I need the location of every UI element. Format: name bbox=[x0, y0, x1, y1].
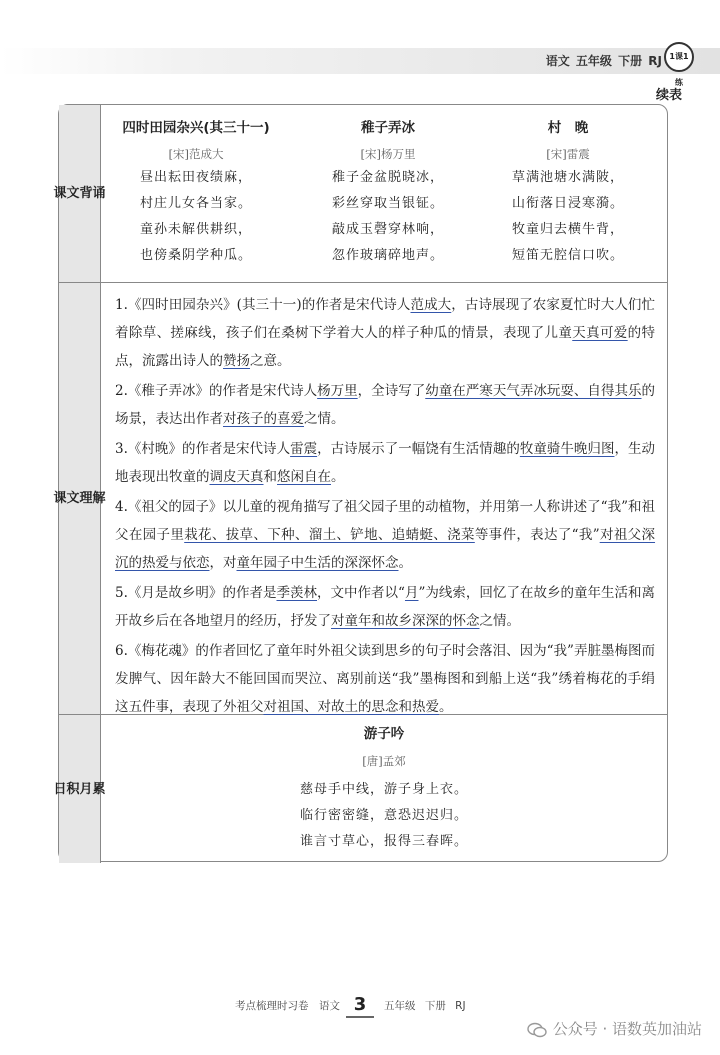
poem-line: 稚子金盆脱晓冰， bbox=[331, 170, 444, 185]
poem-line: 敲成玉磬穿林响， bbox=[331, 222, 444, 237]
item-text: ”为线索，回忆了在故乡的童年生活和离开故乡后在各地望月的经历，抒发了 bbox=[115, 585, 656, 629]
row-accumulate bbox=[53, 715, 667, 863]
watermark bbox=[527, 1016, 702, 1042]
answer-text: 对童年和故乡深深的怀念 bbox=[331, 613, 480, 629]
watermark-text: 公众号 · 语数英加油站 bbox=[552, 1020, 702, 1038]
item-text: 的特点，流露出诗人的 bbox=[115, 325, 656, 369]
item-text: 3.《村晚》的作者是宋代诗人 bbox=[115, 441, 291, 457]
item-text: 之情。 bbox=[304, 411, 345, 427]
poem-line: 草满池塘水满陂， bbox=[511, 170, 624, 185]
item-text: ，古诗展现了农家夏忙时大人们忙着除草、搓麻线，孩子们在桑树下学着大人的样子种瓜的情景，表现了儿童 bbox=[115, 297, 656, 341]
answer-text: 调皮天真 bbox=[209, 469, 264, 485]
row-label-accumulate bbox=[53, 715, 106, 863]
item-text: 6.《梅花魂》的作者回忆了童年时外祖父读到思乡的句子时会落泪、因为“我”弄脏墨梅图而发脾气、因年龄大不能回国而哭泣、离别前送“我”墨梅图和到船上送“我”绣着梅花的手绢这五件事，表现了外祖父 bbox=[115, 643, 655, 715]
item-text: 之意。 bbox=[250, 353, 291, 369]
extra-poem-author: [唐]孟郊 bbox=[362, 754, 406, 768]
answer-text: 天真可爱 bbox=[572, 325, 628, 341]
poem-line: 慈母手中线，游子身上衣。 bbox=[299, 782, 468, 797]
label-char: 课 bbox=[53, 491, 67, 506]
row-recite bbox=[53, 105, 667, 283]
poem-line: 忽作玻璃碎地声。 bbox=[331, 248, 444, 263]
accumulate-body bbox=[101, 715, 667, 863]
label-char: 解 bbox=[92, 491, 106, 506]
poem-line: 谁言寸草心，报得三春晖。 bbox=[299, 834, 468, 849]
publisher-logo: 1课1练 bbox=[664, 42, 694, 72]
poem-line: 彩丝穿取当银钲。 bbox=[331, 196, 444, 211]
item-text: 。 bbox=[331, 469, 345, 485]
continued-label: 续表 bbox=[655, 88, 682, 103]
understand-body bbox=[101, 283, 667, 714]
poem-author: [宋]雷震 bbox=[546, 147, 590, 161]
poem-column bbox=[299, 117, 477, 269]
label-char: 理 bbox=[79, 491, 93, 506]
poem-title: 稚子弄冰 bbox=[361, 120, 415, 136]
poem-line: 临行密密缝，意恐迟迟归。 bbox=[299, 808, 468, 823]
answer-text: 杨万里 bbox=[317, 383, 358, 399]
understanding-item bbox=[115, 291, 655, 375]
item-text: ，文中作者以“ bbox=[317, 585, 405, 601]
poem-line: 村庄儿女各当家。 bbox=[139, 196, 252, 211]
label-char: 积 bbox=[66, 781, 80, 797]
answer-text: 赞扬 bbox=[223, 353, 250, 369]
answer-text: 悠闲自在 bbox=[277, 469, 331, 485]
item-text: 等事件，表达了“我” bbox=[474, 527, 600, 543]
label-char: 文 bbox=[66, 491, 80, 506]
item-text: 2.《稚子弄冰》的作者是宋代诗人 bbox=[115, 383, 318, 399]
poem-line: 昼出耘田夜绩麻， bbox=[139, 170, 252, 185]
label-char: 诵 bbox=[92, 186, 106, 201]
item-text: ，古诗展示了一幅饶有生活情趣的 bbox=[317, 441, 520, 457]
poem-column bbox=[479, 117, 657, 269]
understanding-item bbox=[115, 637, 655, 721]
understanding-item bbox=[115, 579, 655, 635]
label-char: 累 bbox=[92, 781, 106, 797]
header-subject-info: 语文 五年级 下册 RJ bbox=[545, 54, 662, 68]
answer-text: 雷震 bbox=[290, 441, 318, 457]
answer-text: 范成大 bbox=[410, 297, 452, 313]
label-char: 日 bbox=[53, 781, 67, 797]
label-char: 月 bbox=[79, 781, 93, 797]
poem-author: [宋]杨万里 bbox=[360, 147, 416, 161]
page-footer bbox=[0, 994, 720, 1018]
item-text: 之情。 bbox=[479, 613, 520, 629]
item-text: ，对 bbox=[209, 555, 237, 571]
row-label-understand bbox=[53, 283, 106, 714]
row-understand bbox=[53, 283, 667, 715]
answer-text: 栽花、拔草、下种、溜土、铲地、追蜻蜓、浇菜 bbox=[184, 527, 475, 543]
understanding-item bbox=[115, 435, 655, 491]
item-text: ，全诗写了 bbox=[357, 383, 426, 399]
poem-title: 四时田园杂兴(其三十一) bbox=[122, 120, 270, 136]
row-label-recite bbox=[53, 105, 106, 282]
poem-title: 村 晚 bbox=[547, 120, 589, 136]
understanding-list bbox=[115, 291, 655, 723]
extra-poem-lines bbox=[101, 777, 667, 855]
poem-line: 山衔落日浸寒漪。 bbox=[511, 196, 624, 211]
extra-poem-title: 游子吟 bbox=[363, 726, 405, 742]
poem-line: 童孙未解供耕织， bbox=[139, 222, 252, 237]
poem-line: 短笛无腔信口吹。 bbox=[511, 248, 624, 263]
item-text: ，生动地表现出牧童的 bbox=[115, 441, 655, 485]
poem-line: 也傍桑阴学种瓜。 bbox=[139, 248, 252, 263]
label-char: 文 bbox=[66, 186, 80, 201]
answer-text: 幼童在严寒天气弄冰玩耍、自得其乐 bbox=[425, 383, 642, 399]
poem-column bbox=[107, 117, 285, 269]
answer-text: 对孩子的喜爱 bbox=[223, 411, 304, 427]
wechat-icon bbox=[527, 1022, 547, 1038]
poem-author: [宋]范成大 bbox=[168, 147, 224, 161]
answer-text: 月 bbox=[404, 585, 419, 601]
poem-line: 牧童归去横牛背， bbox=[511, 222, 624, 237]
answer-text: 童年园子中生活的深深怀念 bbox=[236, 555, 399, 571]
understanding-item bbox=[115, 493, 655, 577]
item-text: 5.《月是故乡明》的作者是 bbox=[115, 585, 277, 601]
footer-grade-info: 五年级 下册 RJ bbox=[384, 1000, 466, 1012]
footer-book-title: 考点梳理时习卷 语文 bbox=[235, 1000, 340, 1012]
understanding-item bbox=[115, 377, 655, 433]
answer-text: 对祖国、对故土的思念和热爱 bbox=[263, 699, 439, 715]
item-text: 4.《祖父的园子》以儿童的视角描写了祖父园子里的动植物，并用第一人称讲述了“我”和祖父在园子里 bbox=[115, 499, 655, 543]
item-text: 1.《四时田园杂兴》(其三十一)的作者是宋代诗人 bbox=[115, 297, 411, 313]
label-char: 课 bbox=[53, 186, 67, 201]
item-text: 和 bbox=[263, 469, 277, 485]
answer-text: 季羡林 bbox=[276, 585, 318, 601]
page-number: 3 bbox=[346, 994, 374, 1018]
recite-body bbox=[101, 105, 667, 282]
item-text: 的场景，表达出作者 bbox=[115, 383, 655, 427]
label-char: 背 bbox=[79, 186, 93, 201]
answer-text: 对祖父深沉的热爱与依恋 bbox=[115, 527, 656, 571]
item-text: 。 bbox=[439, 699, 453, 715]
content-table bbox=[53, 104, 668, 862]
answer-text: 牧童骑牛晚归图 bbox=[519, 441, 615, 457]
item-text: 。 bbox=[398, 555, 412, 571]
